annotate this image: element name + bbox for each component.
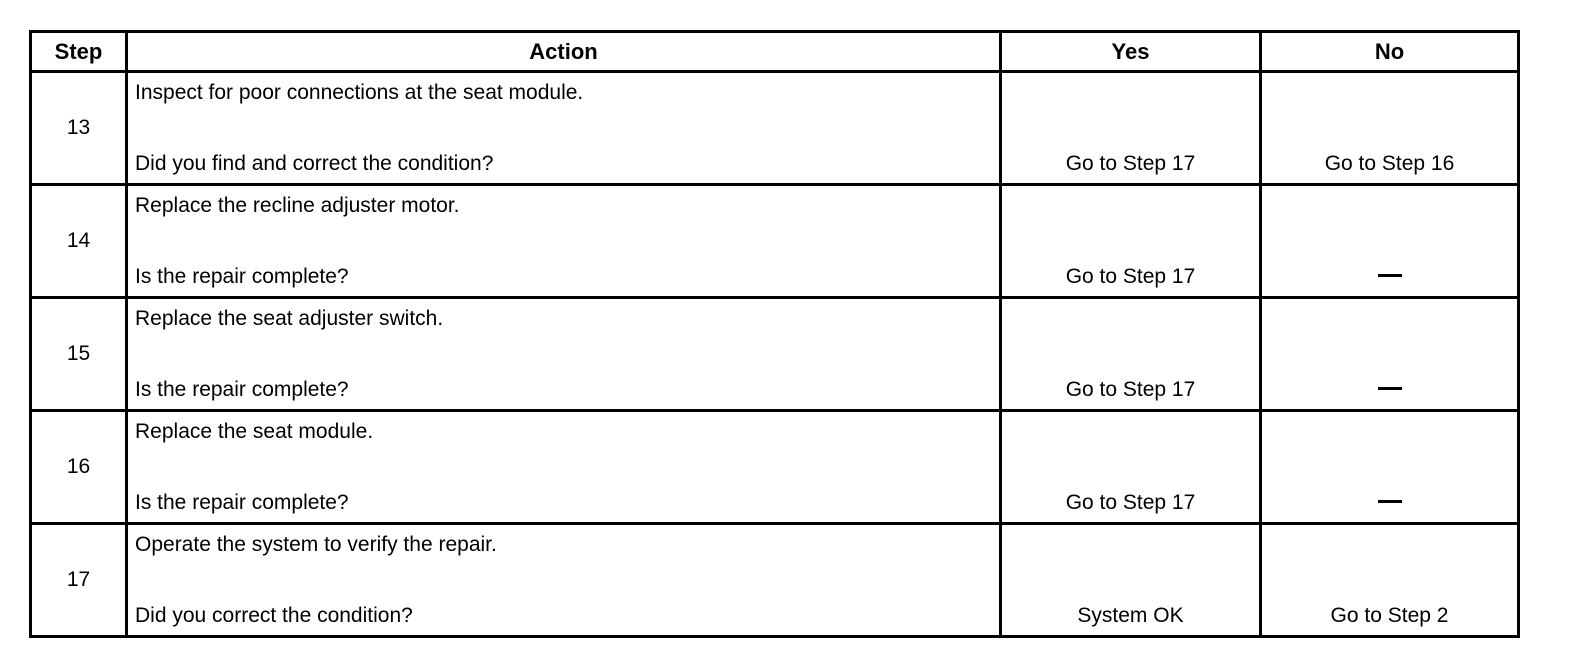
no-result — [1261, 298, 1519, 411]
step-number: 15 — [31, 298, 127, 411]
no-action-dash — [1378, 387, 1402, 390]
yes-result: Go to Step 17 — [1001, 298, 1261, 411]
action-question: Is the repair complete? — [135, 378, 349, 401]
action-instruction: Replace the recline adjuster motor. — [135, 194, 460, 217]
diagnostic-table — [29, 30, 1520, 638]
action-instruction: Replace the seat module. — [135, 420, 374, 443]
yes-result: Go to Step 17 — [1001, 72, 1261, 185]
table-row — [31, 411, 1519, 524]
action-cell — [127, 72, 1001, 185]
no-result: Go to Step 16 — [1261, 72, 1519, 185]
step-number: 13 — [31, 72, 127, 185]
table-row — [31, 185, 1519, 298]
action-question: Is the repair complete? — [135, 491, 349, 514]
action-cell — [127, 185, 1001, 298]
table-header — [31, 32, 1519, 72]
table-row — [31, 298, 1519, 411]
action-question: Did you correct the condition? — [135, 604, 413, 627]
header-step: Step — [31, 32, 127, 72]
step-number: 16 — [31, 411, 127, 524]
action-question: Did you find and correct the condition? — [135, 152, 494, 175]
no-result: Go to Step 2 — [1261, 524, 1519, 637]
table-row — [31, 524, 1519, 637]
yes-result: Go to Step 17 — [1001, 411, 1261, 524]
step-number: 14 — [31, 185, 127, 298]
no-result — [1261, 411, 1519, 524]
no-action-dash — [1378, 500, 1402, 503]
yes-result: System OK — [1001, 524, 1261, 637]
yes-result: Go to Step 17 — [1001, 185, 1261, 298]
action-instruction: Operate the system to verify the repair. — [135, 533, 497, 556]
table-body — [31, 72, 1519, 637]
table-row — [31, 72, 1519, 185]
action-cell — [127, 411, 1001, 524]
header-row — [31, 32, 1519, 72]
action-instruction: Inspect for poor connections at the seat module. — [135, 81, 584, 104]
no-result — [1261, 185, 1519, 298]
step-number: 17 — [31, 524, 127, 637]
header-yes: Yes — [1001, 32, 1261, 72]
no-action-dash — [1378, 274, 1402, 277]
header-no: No — [1261, 32, 1519, 72]
action-cell — [127, 298, 1001, 411]
action-question: Is the repair complete? — [135, 265, 349, 288]
action-cell — [127, 524, 1001, 637]
header-action: Action — [127, 32, 1001, 72]
action-instruction: Replace the seat adjuster switch. — [135, 307, 444, 330]
